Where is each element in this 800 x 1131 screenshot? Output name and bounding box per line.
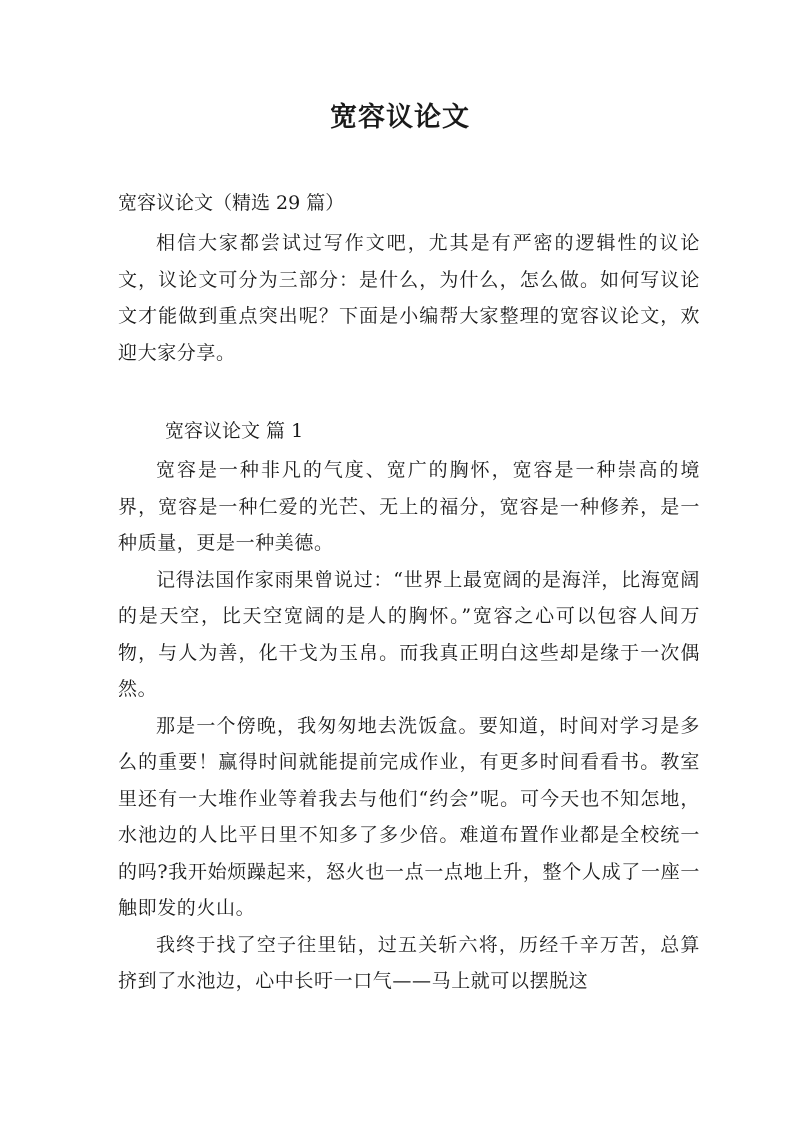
intro-section [118, 225, 700, 371]
page-title: 宽容议论文 [330, 102, 470, 133]
body-paragraph-4: 我终于找了空子往里钻，过五关斩六将，历经千辛万苦，总算挤到了水池边，心中长吁一口气——马上就可以摆脱这 [118, 933, 700, 992]
intro-paragraph: 相信大家都尝试过写作文吧，尤其是有严密的逻辑性的议论文，议论文可分为三部分：是什么，为什么，怎么做。如何写议论文才能做到重点突出呢？下面是小编帮大家整理的宽容议论文，欢迎大家分享。 [118, 232, 700, 364]
body-paragraph-2: 记得法国作家雨果曾说过：“世界上最宽阔的是海洋，比海宽阔的是天空，比天空宽阔的是人的胸怀。”宽容之心可以包容人间万物，与人为善，化干戈为玉帛。而我真正明白这些却是缘于一次偶然。 [118, 568, 700, 700]
article-body [118, 452, 700, 1000]
document-subtitle: 宽容议论文（精选 29 篇） [118, 192, 345, 214]
section-heading: 宽容议论文 篇 1 [165, 420, 304, 442]
body-paragraph-1: 宽容是一种非凡的气度、宽广的胸怀，宽容是一种崇高的境界，宽容是一种仁爱的光芒、无上的福分，宽容是一种修养，是一种质量，更是一种美德。 [118, 459, 700, 554]
body-paragraph-3: 那是一个傍晚，我匆匆地去洗饭盒。要知道，时间对学习是多么的重要！赢得时间就能提前完成作业，有更多时间看看书。教室里还有一大堆作业等着我去与他们“约会”呢。可今天也不知怎地，水池边的人比平日里不知多了多少倍。难道布置作业都是全校统一的吗?我开始烦躁起来，怒火也一点一点地上升，整个人成了一座一触即发的火山。 [118, 714, 700, 919]
